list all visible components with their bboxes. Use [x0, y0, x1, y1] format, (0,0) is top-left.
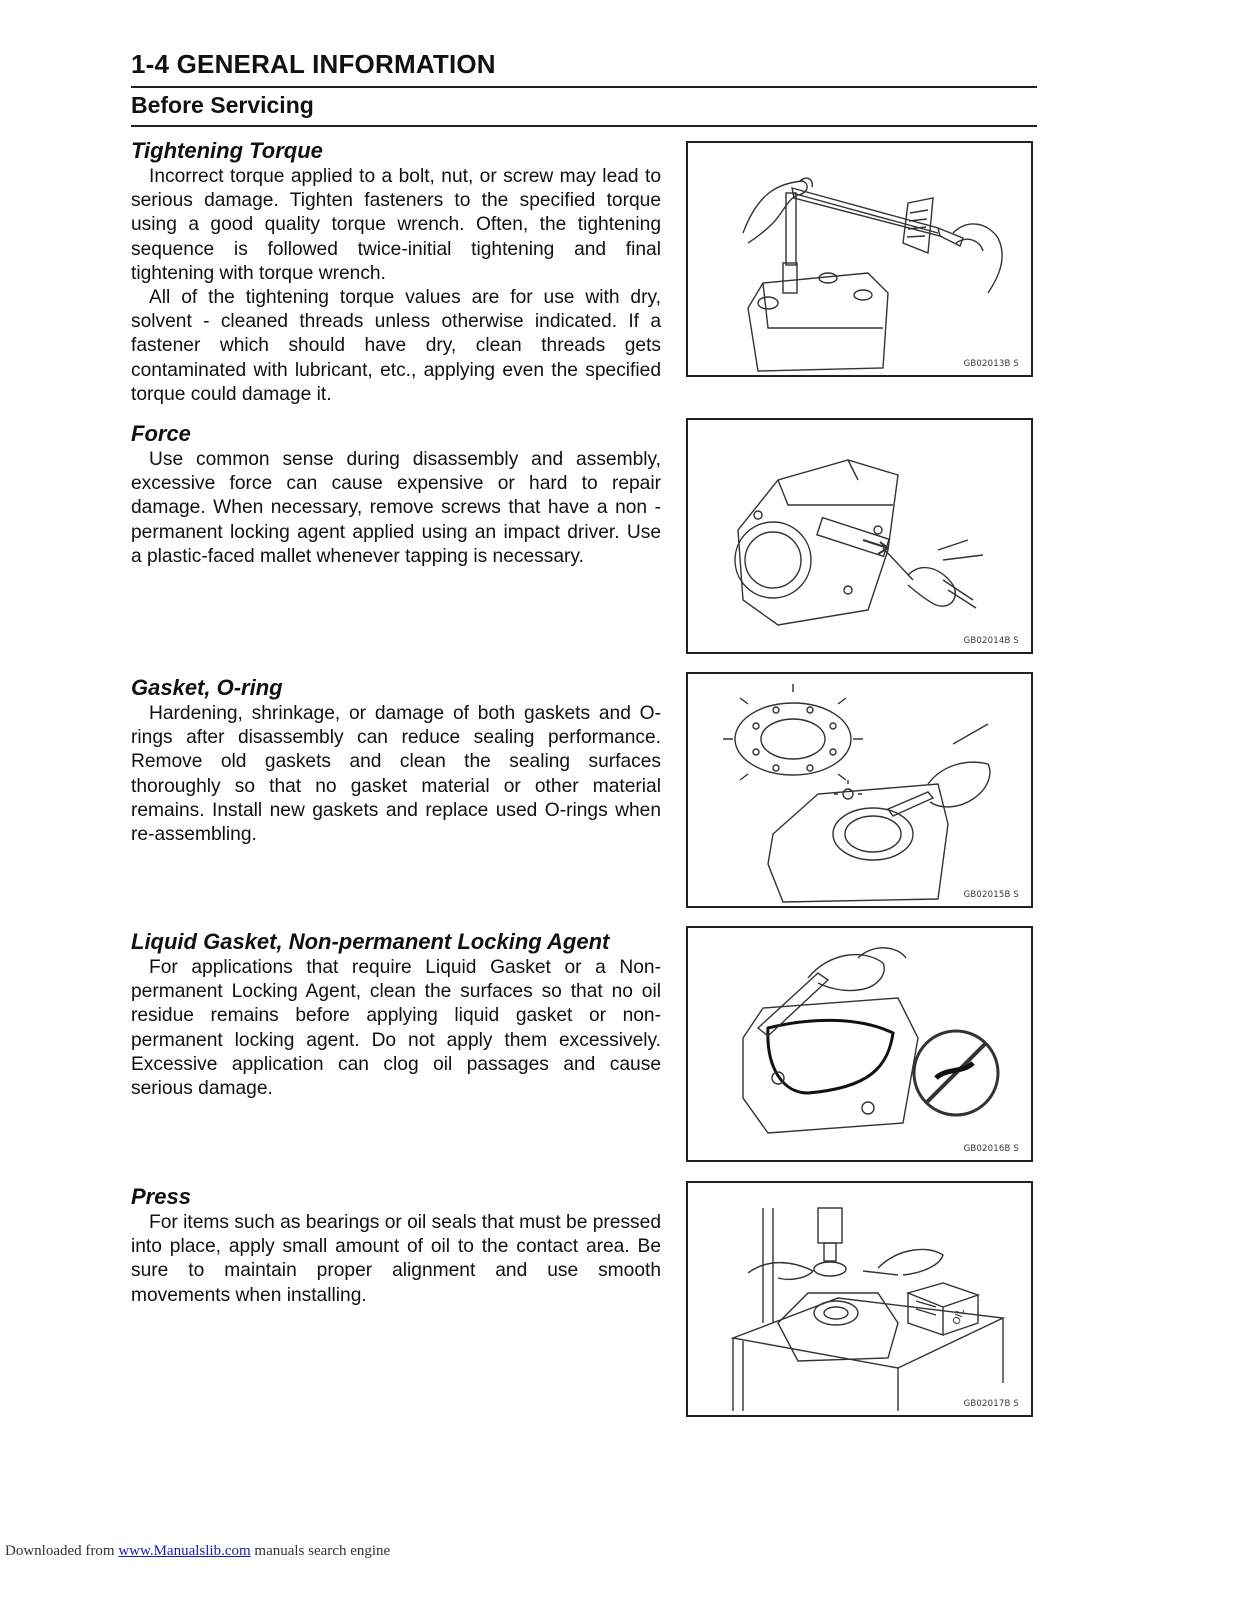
section-title: Before Servicing — [131, 92, 314, 118]
figure-code: GB02014B S — [963, 636, 1019, 646]
section-gasket-oring — [131, 674, 661, 847]
section-heading: Tightening Torque — [131, 138, 323, 163]
figure-code: GB02017B S — [963, 1399, 1019, 1409]
liquid-gasket-illustration — [688, 928, 1031, 1160]
section-heading: Press — [131, 1184, 191, 1209]
page-footer — [5, 1543, 390, 1560]
footer-link[interactable]: www.Manualslib.com — [118, 1543, 251, 1559]
figure-code: GB02016B S — [963, 1144, 1019, 1154]
section-force — [131, 420, 661, 569]
section-liquid-gasket — [131, 928, 661, 1101]
page-header — [131, 48, 1037, 118]
section-paragraph: Use common sense during disassembly and assembly, excessive force can cause expensive or hard to repair damage. When necessary, remove screws that have a non -permanent locking agent applied using an impact driver. Use a plastic-faced mallet whenever tapping is necessary. — [131, 449, 661, 567]
section-heading: Force — [131, 421, 191, 446]
oil-can-label: OIL — [951, 1307, 968, 1327]
torque-wrench-illustration — [688, 143, 1031, 375]
figure-press — [686, 1181, 1033, 1417]
footer-suffix: manuals search engine — [250, 1543, 391, 1559]
section-paragraph: All of the tightening torque values are for use with dry, solvent - cleaned threads unless otherwise indicated. If a fastener which should have dry, clean threads gets contaminated with lubricant, etc., applying even the specified torque could damage it. — [131, 287, 661, 405]
section-heading: Liquid Gasket, Non-permanent Locking Agent — [131, 929, 610, 954]
section-paragraph: Incorrect torque applied to a bolt, nut, or screw may lead to serious damage. Tighten fasteners to the specified torque using a good quality torque wrench. Often, the tightening sequence is followed twice-initial tightening and final tightening with torque wrench. — [131, 166, 661, 284]
press-illustration — [688, 1183, 1031, 1415]
section-tightening-torque — [131, 137, 661, 407]
page-title: 1-4 GENERAL INFORMATION — [131, 49, 496, 79]
figure-gasket — [686, 672, 1033, 908]
header-rule — [131, 86, 1037, 88]
force-illustration — [688, 420, 1031, 652]
section-paragraph: For items such as bearings or oil seals that must be pressed into place, apply small amount of oil to the contact area. Be sure to maintain proper alignment and use smooth movements when installing. — [131, 1212, 661, 1306]
figure-force — [686, 418, 1033, 654]
figure-code: GB02013B S — [963, 359, 1019, 369]
section-press — [131, 1183, 661, 1308]
footer-prefix: Downloaded from — [5, 1543, 119, 1559]
section-paragraph: For applications that require Liquid Gasket or a Non-permanent Locking Agent, clean the surfaces so that no oil residue remains before applying liquid gasket or non-permanent locking agent. Do not apply them excessively. Excessive application can clog oil passages and cause serious damage. — [131, 957, 661, 1100]
section-heading: Gasket, O-ring — [131, 675, 283, 700]
figure-liquid-gasket — [686, 926, 1033, 1162]
section-rule — [131, 125, 1037, 127]
figure-code: GB02015B S — [963, 890, 1019, 900]
figure-torque-wrench — [686, 141, 1033, 377]
section-paragraph: Hardening, shrinkage, or damage of both gaskets and O-rings after disassembly can reduce sealing performance. Remove old gaskets and clean the sealing surfaces thoroughly so that no gasket material or other material remains. Install new gaskets and replace used O-rings when re-assembling. — [131, 703, 661, 846]
gasket-illustration — [688, 674, 1031, 906]
